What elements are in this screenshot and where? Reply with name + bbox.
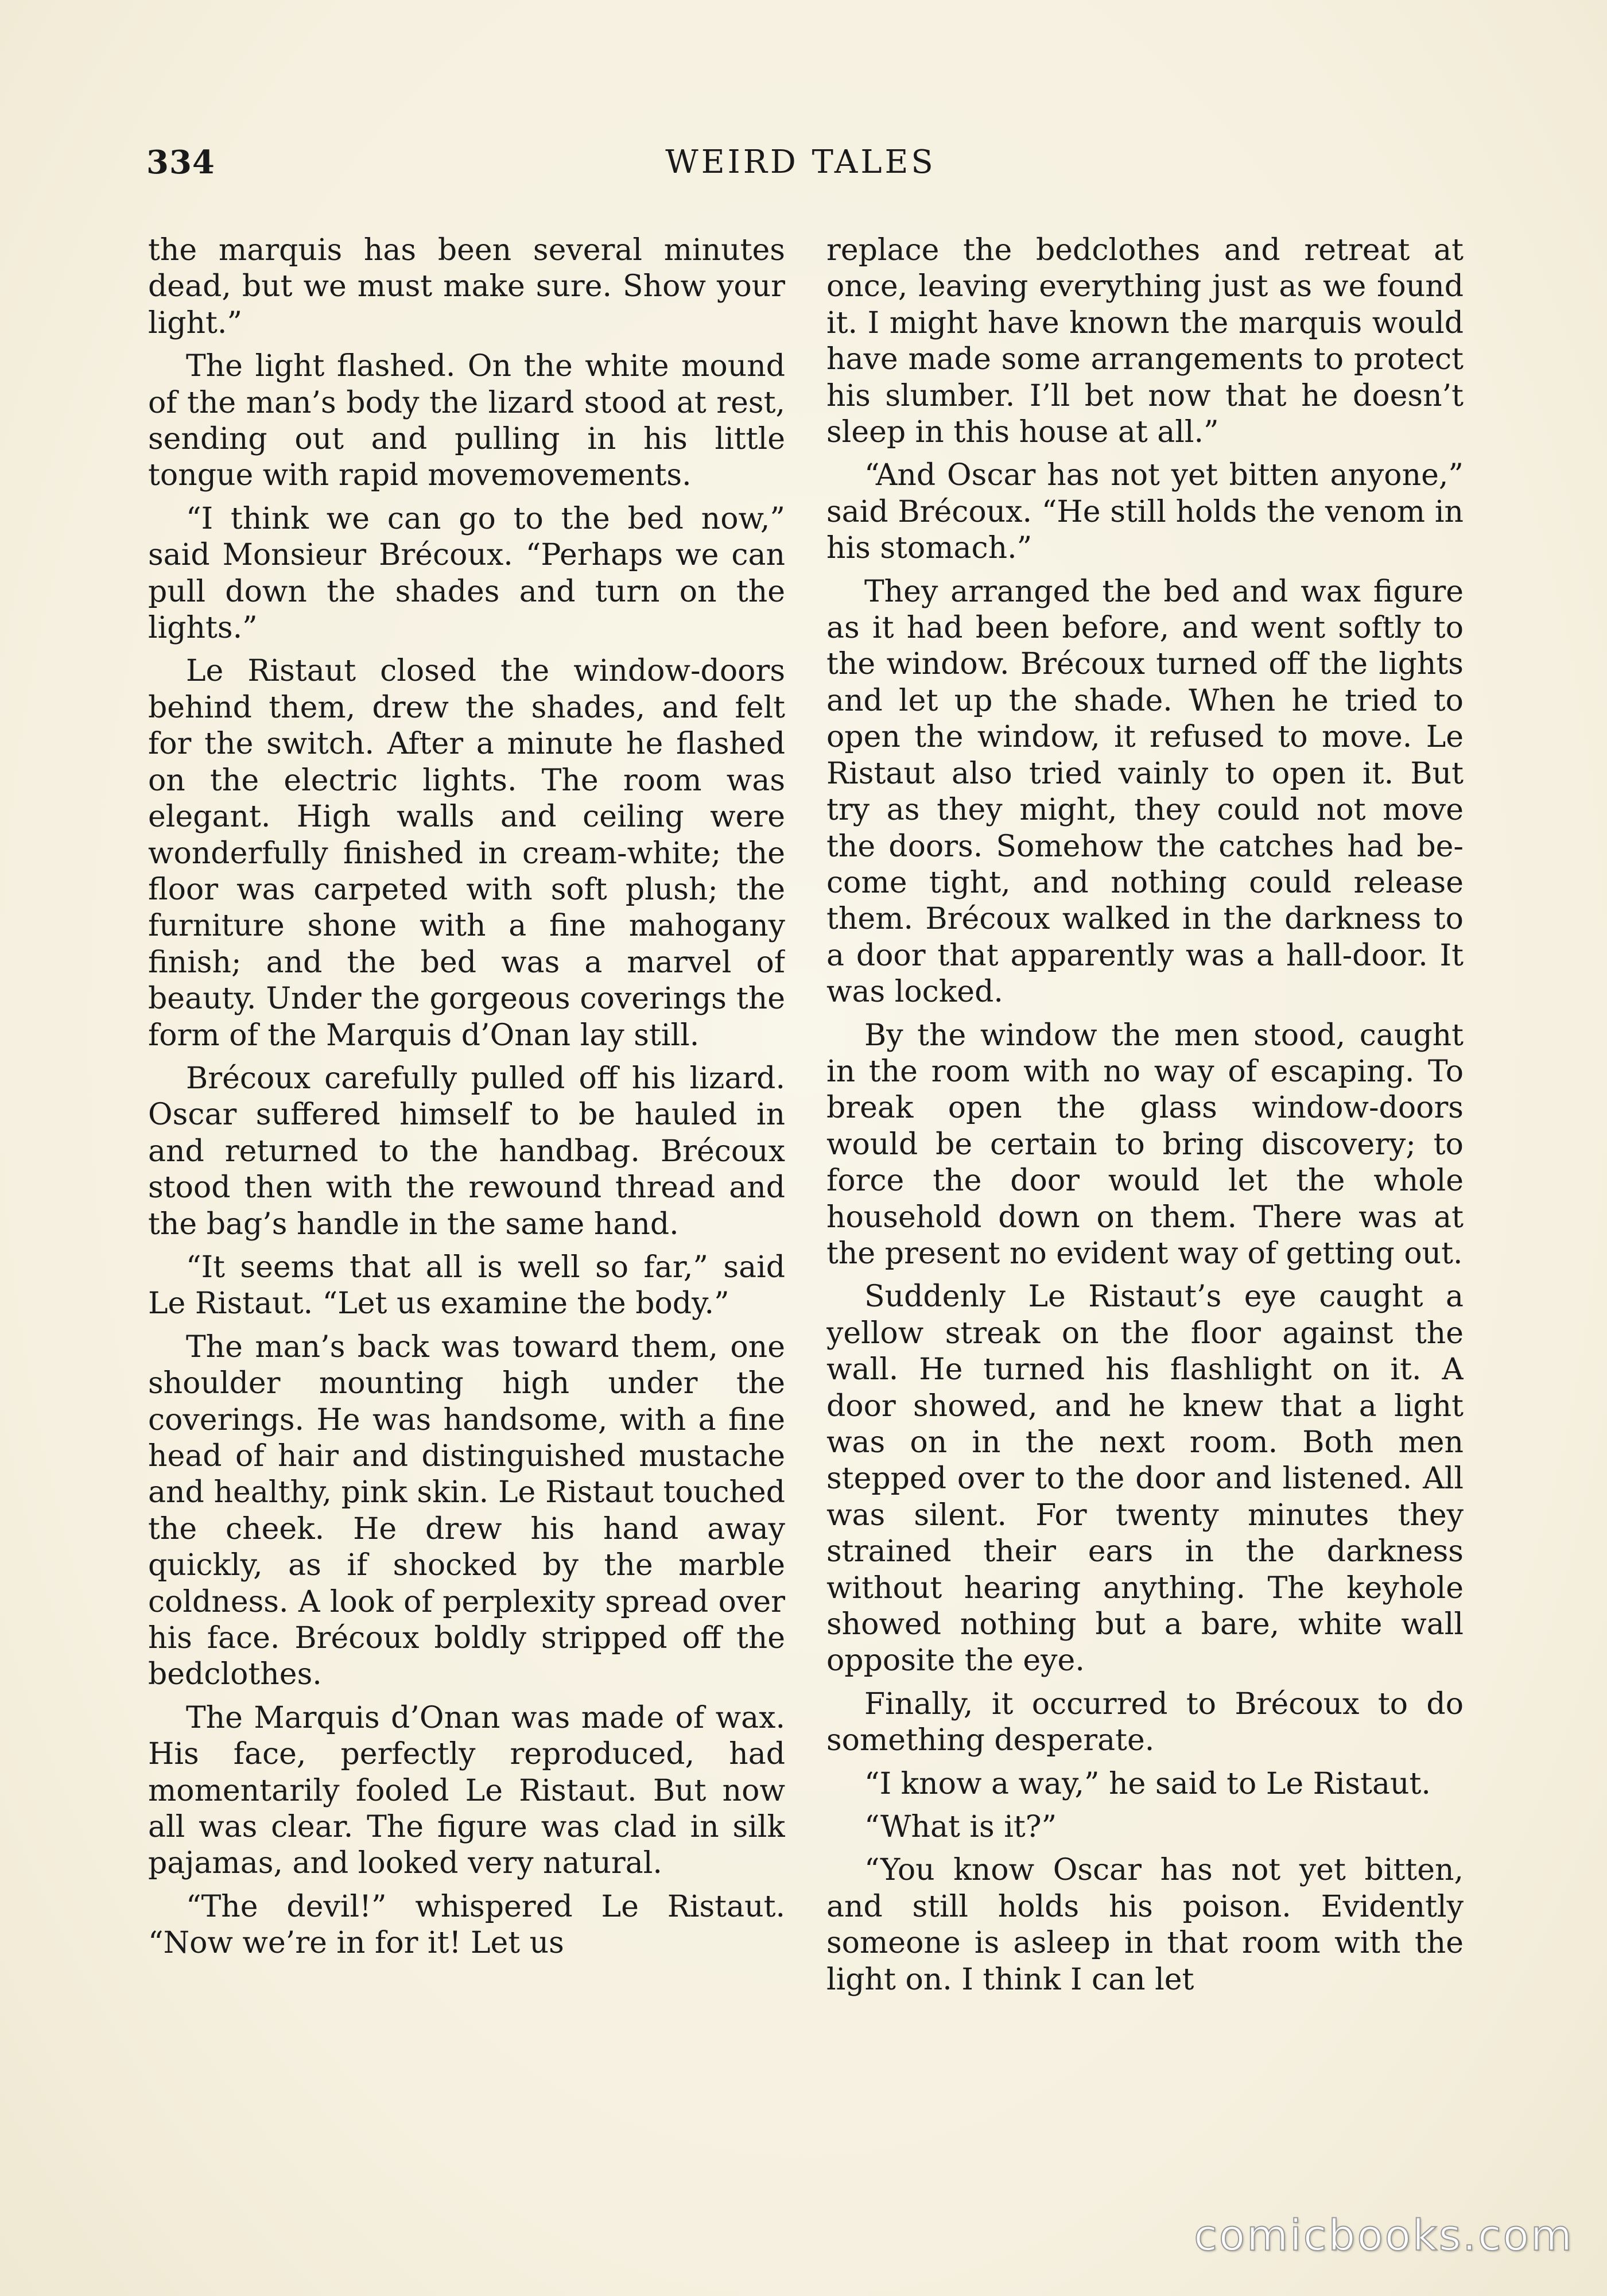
paragraph: “I know a way,” he said to Le Ristaut. bbox=[864, 1766, 1431, 1801]
paragraph: “You know Oscar has not yet bitten, and still holds his poison. Evidently someone is asleep in that room with the light on. I think I can let bbox=[826, 1853, 1464, 1997]
paragraph: They arranged the bed and wax figure as it had been before, and went softly to the window. Brécoux turned off the lights and let up the shade. When he tried to open the window, it refused to move. Le Ristaut also tried vainly to open it. But try as they might, they could not move the doors. Somehow the catches had become tight, and nothing could release them. Brécoux walked in the darkness to a door that apparently was a hall-door. It was locked. bbox=[826, 574, 1464, 1010]
paragraph: “What is it?” bbox=[864, 1810, 1057, 1845]
paragraph: The Marquis d’Onan was made of wax. His face, perfectly reproduced, had momentarily fooled Le Ristaut. But now all was clear. The figure was clad in silk pajamas, and looked very natural. bbox=[148, 1700, 785, 1881]
paragraph: “I think we can go to the bed now,” said Monsieur Brécoux. “Perhaps we can pull down the shades and turn on the lights.” bbox=[148, 501, 785, 646]
paragraph: “The devil!” whispered Le Ristaut. “Now we’re in for it! Let us bbox=[148, 1889, 785, 1961]
running-title: WEIRD TALES bbox=[665, 144, 936, 181]
page-number: 334 bbox=[146, 144, 215, 181]
site-watermark: comicbooks.com bbox=[1194, 2211, 1574, 2260]
paragraph: Suddenly Le Ristaut’s eye caught a yellow streak on the floor against the wall. He turned his flashlight on it. A door showed, and he knew that a light was on in the next room. Both men stepped over to the door and listened. All was silent. For twenty minutes they strained their ears in the darkness without hearing anything. The keyhole showed nothing but a bare, white wall opposite the eye. bbox=[826, 1279, 1464, 1678]
paragraph: “And Oscar has not yet bitten anyone,” said Brécoux. “He still holds the venom in his stomach.” bbox=[826, 458, 1464, 566]
paragraph: replace the bedclothes and retreat at once, leaving everything just as we found it. I might have known the marquis would have made some arrangements to protect his slumber. I’ll bet now that he doesn’t sleep in this house at all.” bbox=[826, 233, 1464, 450]
page-header bbox=[146, 144, 1455, 189]
paragraph: Finally, it occurred to Brécoux to do something desperate. bbox=[826, 1686, 1464, 1758]
paragraph: the marquis has been several minutes dead, but we must make sure. Show your light.” bbox=[148, 233, 785, 340]
left-column bbox=[148, 232, 785, 2150]
paragraph: The light flashed. On the white mound of the man’s body the lizard stood at rest, sending out and pulling in his little tongue with rapid movemovements. bbox=[148, 349, 785, 493]
right-column bbox=[826, 232, 1464, 2150]
paragraph: “It seems that all is well so far,” said Le Ristaut. “Let us examine the body.” bbox=[148, 1250, 785, 1321]
paragraph: The man’s back was toward them, one shoulder mounting high under the coverings. He was handsome, with a fine head of hair and distinguished mustache and healthy, pink skin. Le Ristaut touched the cheek. He drew his hand away quickly, as if shocked by the marble coldness. A look of perplexity spread over his face. Brécoux boldly stripped off the bedclothes. bbox=[148, 1329, 785, 1692]
paragraph: Le Ristaut closed the window-doors behind them, drew the shades, and felt for the switch. After a minute he flashed on the electric lights. The room was elegant. High walls and ceiling were wonderfully finished in cream-white; the floor was carpeted with soft plush; the furniture shone with a fine mahogany finish; and the bed was a marvel of beauty. Under the gorgeous coverings the form of the Marquis d’Onan lay still. bbox=[148, 654, 785, 1053]
paragraph: Brécoux carefully pulled off his lizard. Oscar suffered himself to be hauled in and returned to the handbag. Brécoux stood then with the rewound thread and the bag’s handle in the same hand. bbox=[148, 1061, 785, 1242]
paragraph: By the window the men stood, caught in the room with no way of escaping. To break open the glass window-doors would be certain to bring discovery; to force the door would let the whole household down on them. There was at the present no evident way of getting out. bbox=[826, 1018, 1464, 1271]
